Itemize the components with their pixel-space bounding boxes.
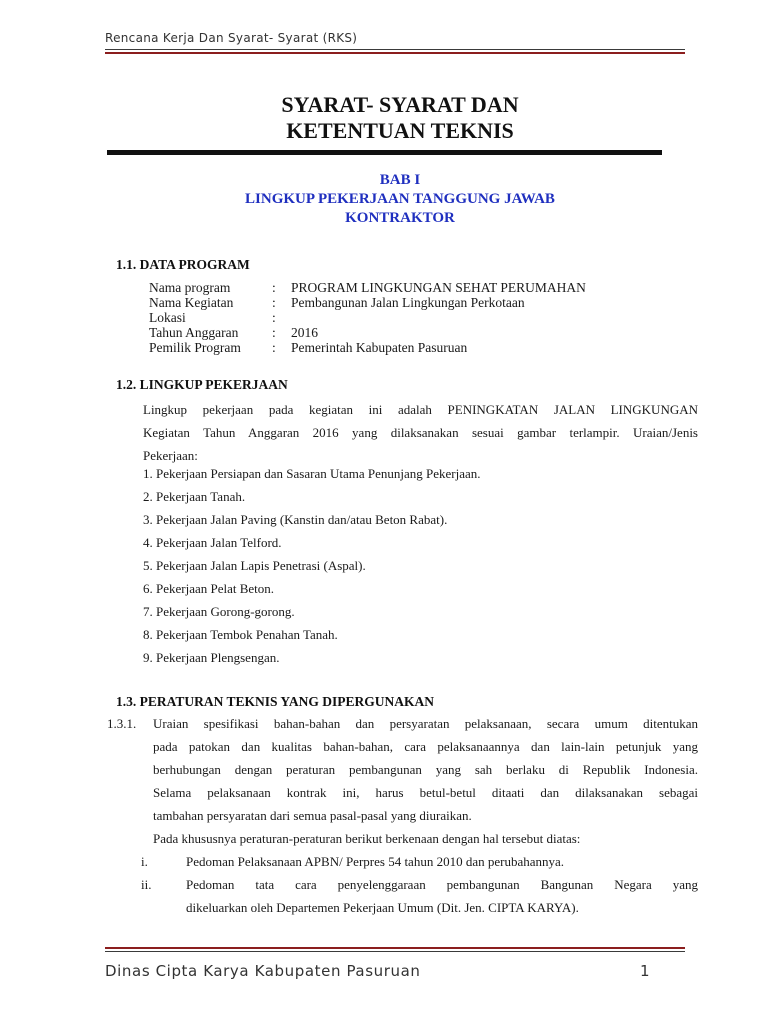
list-item: 7. Pekerjaan Gorong-gorong. [143,604,295,619]
chapter-title-line-2: KONTRAKTOR [345,210,455,226]
field-separator: : [272,340,276,355]
section-heading-lingkup-pekerjaan: 1.2. LINGKUP PEKERJAAN [116,377,288,392]
paragraph-line: tambahan persyaratan dari semua pasal-pasal yang diuraikan. [153,808,472,823]
field-value: Pembangunan Jalan Lingkungan Perkotaan [291,295,525,310]
paragraph-line: Uraian spesifikasi bahan-bahan dan persyaratan pelaksanaan, secara umum ditentukan [153,716,698,731]
list-item: 5. Pekerjaan Jalan Lapis Penetrasi (Aspal). [143,558,366,573]
title-underline-bar [107,150,662,155]
field-separator: : [272,310,276,325]
field-label: Pemilik Program [149,340,241,355]
roman-numeral: i. [141,854,148,869]
chapter-number: BAB I [379,172,421,188]
doc-title-line-1: SYARAT- SYARAT DAN [281,92,519,117]
paragraph-line: pada patokan dan kualitas bahan-bahan, cara pelaksanaannya dan lain-lain petunjuk yang [153,739,698,754]
list-item: 4. Pekerjaan Jalan Telford. [143,535,282,550]
paragraph-line: Pekerjaan: [143,448,198,463]
header-rule [105,49,685,50]
field-label: Nama Kegiatan [149,295,234,310]
regulation-item: dikeluarkan oleh Departemen Pekerjaan Umum (Dit. Jen. CIPTA KARYA). [186,900,579,915]
field-label: Lokasi [149,310,186,325]
regulation-item: Pedoman tata cara penyelenggaraan pembangunan Bangunan Negara yang [186,877,698,892]
field-value: 2016 [291,325,318,340]
field-separator: : [272,280,276,295]
footer-organization: Dinas Cipta Karya Kabupaten Pasuruan [105,962,421,980]
chapter-title-line-1: LINGKUP PEKERJAAN TANGGUNG JAWAB [245,191,555,207]
footer-rule [105,951,685,952]
field-label: Nama program [149,280,231,295]
list-item: 8. Pekerjaan Tembok Penahan Tanah. [143,627,338,642]
section-heading-data-program: 1.1. DATA PROGRAM [116,257,250,272]
field-value: Pemerintah Kabupaten Pasuruan [291,340,468,355]
paragraph-line: Kegiatan Tahun Anggaran 2016 yang dilaksanakan sesuai gambar terlampir. Uraian/Jenis [143,425,698,440]
doc-title-line-2: KETENTUAN TEKNIS [286,118,514,143]
field-separator: : [272,295,276,310]
list-item: 2. Pekerjaan Tanah. [143,489,246,504]
paragraph-line: Selama pelaksanaan kontrak ini, harus betul-betul ditaati dan dilaksanakan sebagai [153,785,698,800]
running-header: Rencana Kerja Dan Syarat- Syarat (RKS) [105,31,358,45]
field-value: PROGRAM LINGKUNGAN SEHAT PERUMAHAN [291,280,586,295]
page-number: 1 [640,962,650,980]
list-item: 9. Pekerjaan Plengsengan. [143,650,280,665]
paragraph-line: berhubungan dengan peraturan pembangunan yang sah berlaku di Republik Indonesia. [153,762,698,777]
subsection-number: 1.3.1. [107,716,137,731]
paragraph-line: Pada khususnya peraturan-peraturan berikut berkenaan dengan hal tersebut diatas: [153,831,581,846]
list-item: 6. Pekerjaan Pelat Beton. [143,581,275,596]
footer-rule-red [105,947,685,949]
field-separator: : [272,325,276,340]
field-label: Tahun Anggaran [149,325,239,340]
regulation-item: Pedoman Pelaksanaan APBN/ Perpres 54 tahun 2010 dan perubahannya. [186,854,565,869]
list-item: 3. Pekerjaan Jalan Paving (Kanstin dan/atau Beton Rabat). [143,512,448,527]
list-item: 1. Pekerjaan Persiapan dan Sasaran Utama Penunjang Pekerjaan. [143,466,481,481]
roman-numeral: ii. [141,877,152,892]
paragraph-line: Lingkup pekerjaan pada kegiatan ini adalah PENINGKATAN JALAN LINGKUNGAN [143,402,698,417]
header-rule-red [105,52,685,54]
section-heading-peraturan-teknis: 1.3. PERATURAN TEKNIS YANG DIPERGUNAKAN [116,694,435,709]
